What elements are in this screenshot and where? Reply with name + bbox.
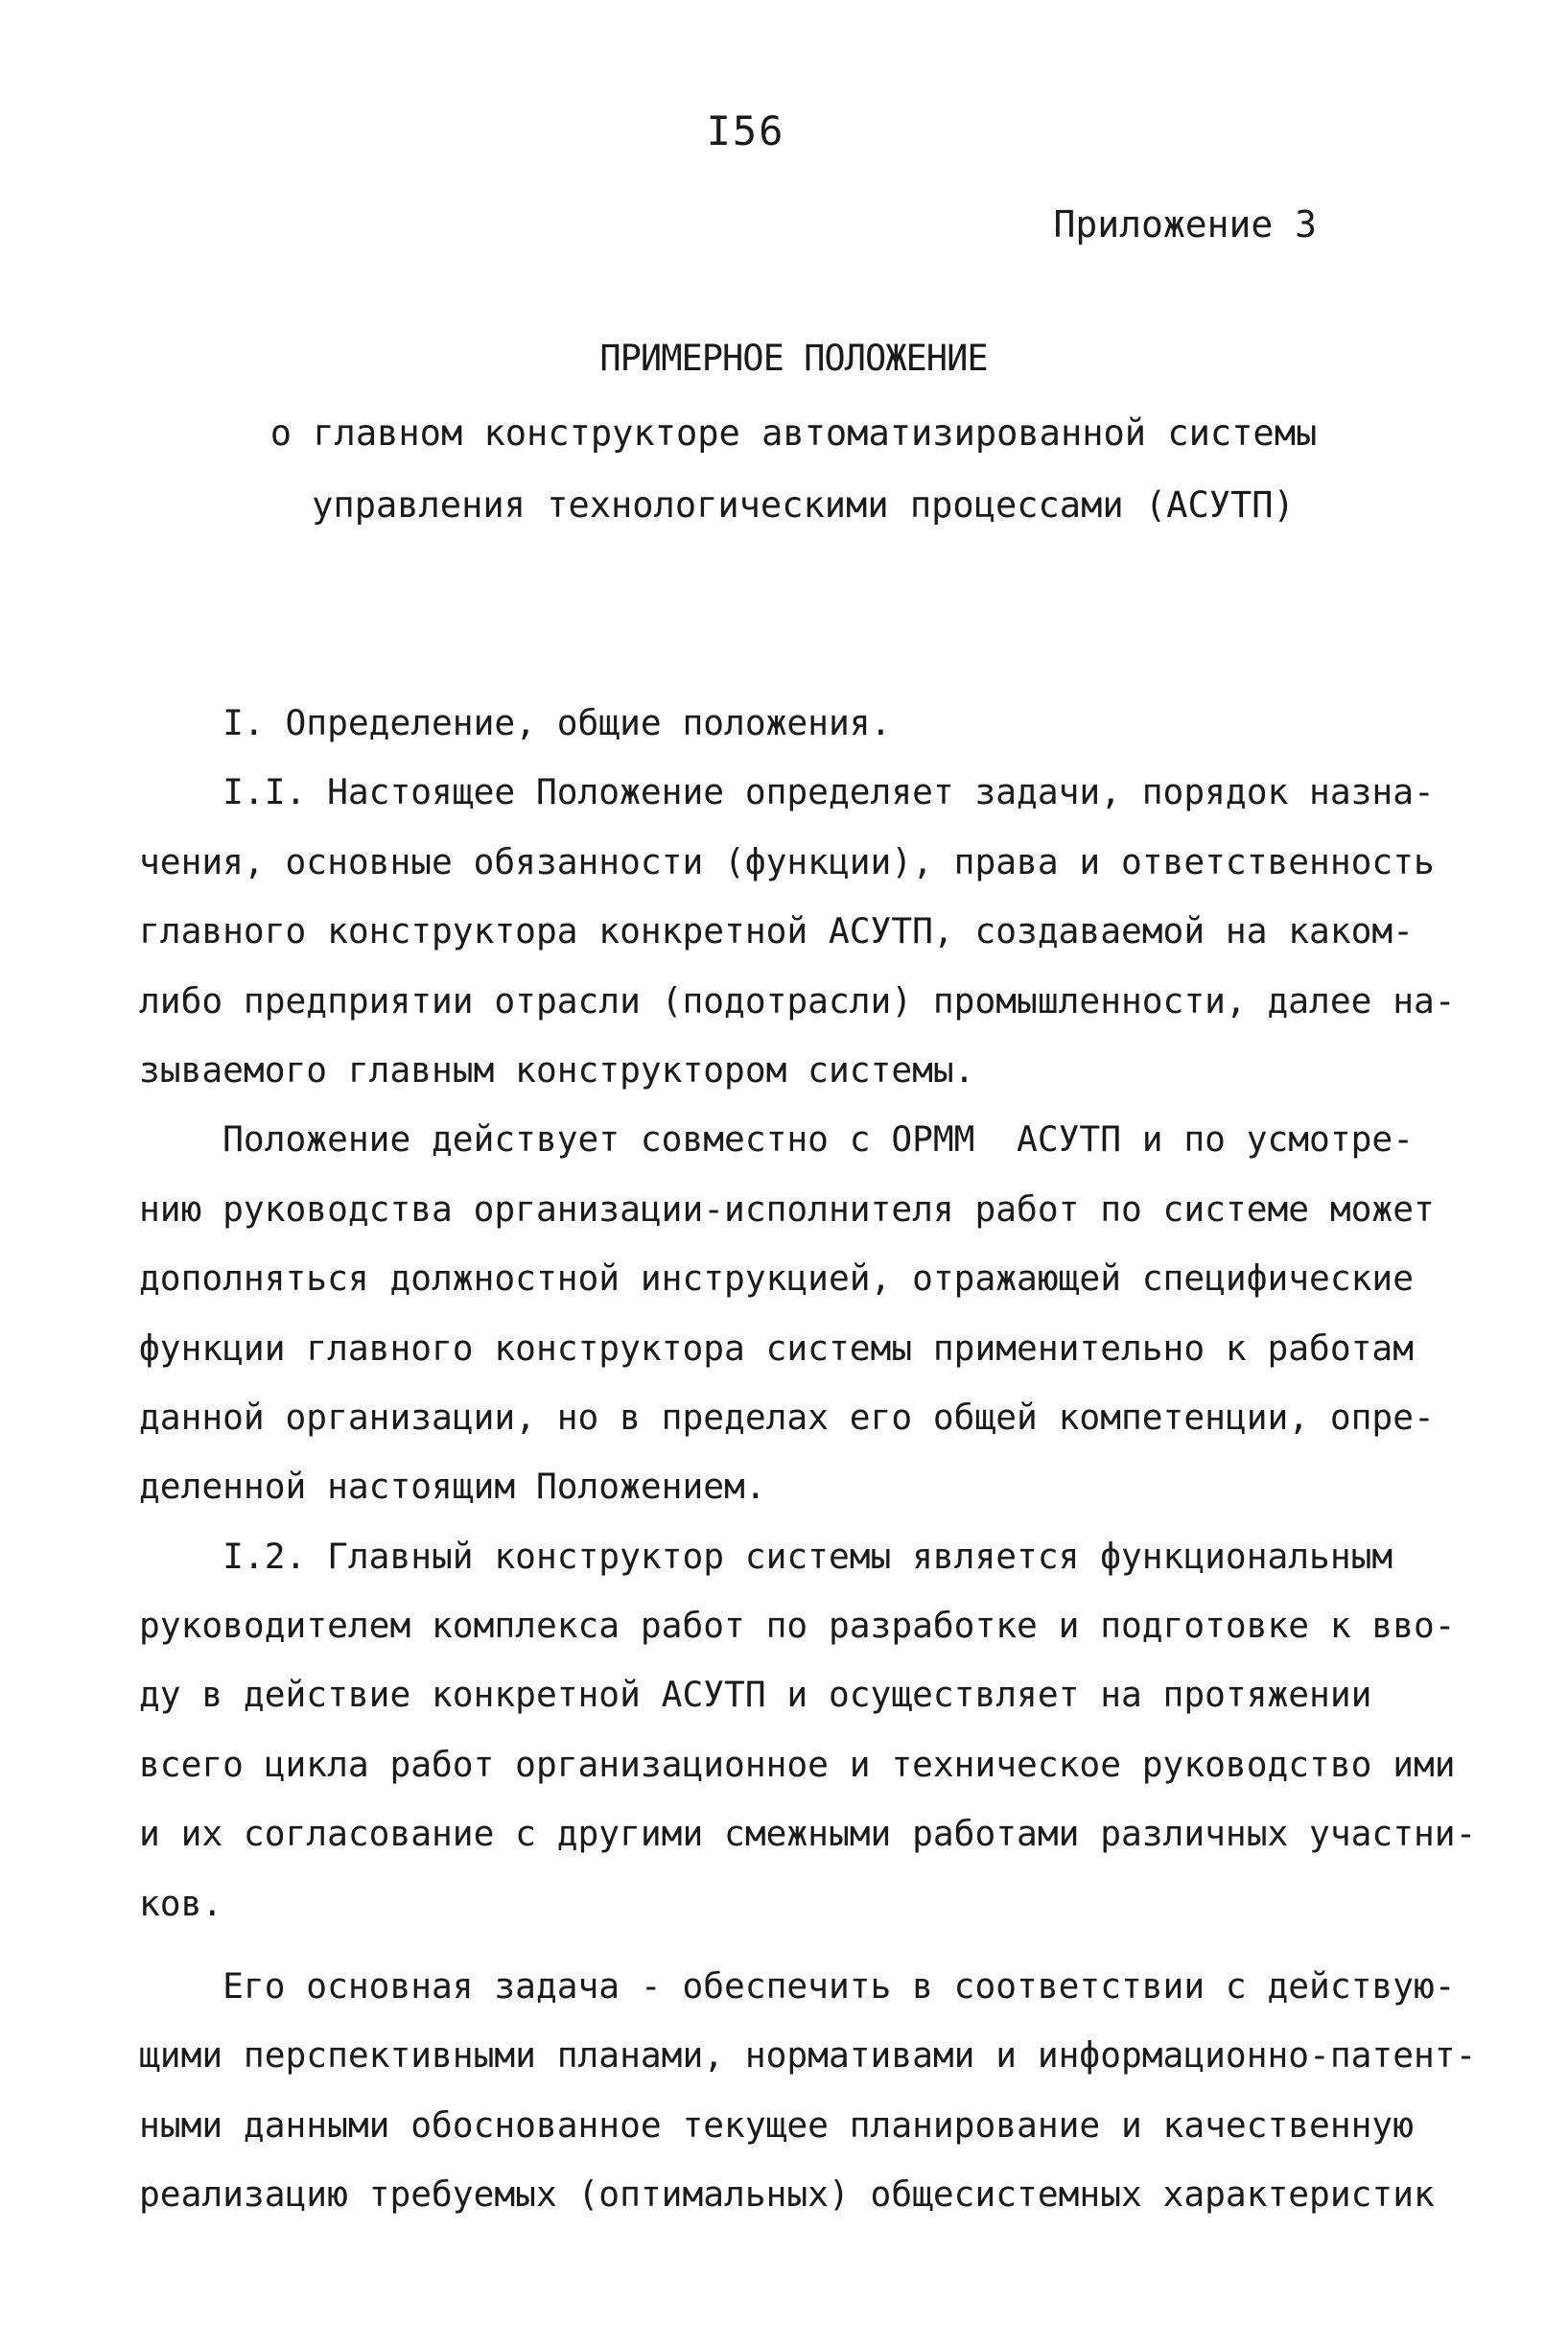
page-number: I56 <box>706 107 785 154</box>
document-title: ПРИМЕРНОЕ ПОЛОЖЕНИЕ <box>599 338 988 379</box>
document-subtitle-line-2: управления технологическими процессами (АСУТП) <box>312 484 1295 526</box>
text-line: функции главного конструктора системы применительно к работам <box>139 1327 1414 1369</box>
text-line: I.I. Настоящее Положение определяет задачи, порядок назна- <box>139 771 1435 813</box>
document-subtitle-line-1: о главном конструкторе автоматизированной системы <box>269 412 1318 454</box>
text-line: и их согласование с другими смежными работами различных участни- <box>139 1813 1477 1855</box>
text-line: ду в действие конкретной АСУТП и осуществляет на протяжении <box>139 1674 1372 1716</box>
text-line: ными данными обоснованное текущее планирование и качественную <box>139 2103 1414 2146</box>
text-line: нию руководства организации-исполнителя работ по системе может <box>139 1187 1435 1230</box>
text-line: реализацию требуемых (оптимальных) общесистемных характеристик <box>139 2173 1435 2216</box>
paragraph-gap <box>139 1938 1482 1952</box>
text-line: зываемого главным конструктором системы. <box>139 1048 975 1091</box>
text-line: данной организации, но в пределах его общей компетенции, опре- <box>139 1396 1435 1438</box>
text-line: Его основная задача - обеспечить в соответствии с действую- <box>139 1965 1456 2008</box>
text-line: ков. <box>139 1882 223 1924</box>
text-line: I.2. Главный конструктор системы является функциональным <box>139 1535 1393 1577</box>
text-line: руководителем комплекса работ по разработке и подготовке к вво- <box>139 1605 1456 1647</box>
text-line: главного конструктора конкретной АСУТП, создаваемой на каком- <box>139 910 1414 952</box>
text-line: либо предприятии отрасли (подотрасли) промышленности, далее на- <box>139 979 1456 1022</box>
appendix-label: Приложение 3 <box>1053 203 1317 246</box>
text-line: щими перспективными планами, нормативами и информационно-патент- <box>139 2034 1477 2077</box>
text-line: чения, основные обязанности (функции), права и ответственность <box>139 840 1435 882</box>
text-line: деленной настоящим Положением. <box>139 1466 766 1508</box>
text-line: дополняться должностной инструкцией, отражающей специфические <box>139 1257 1414 1300</box>
body-text <box>139 689 1482 2230</box>
section-heading: I. Определение, общие положения. <box>139 702 892 743</box>
text-line: всего цикла работ организационное и техническое руководство ими <box>139 1743 1456 1785</box>
text-line: Положение действует совместно с ОРММ АСУТП и по усмотре- <box>139 1118 1414 1161</box>
